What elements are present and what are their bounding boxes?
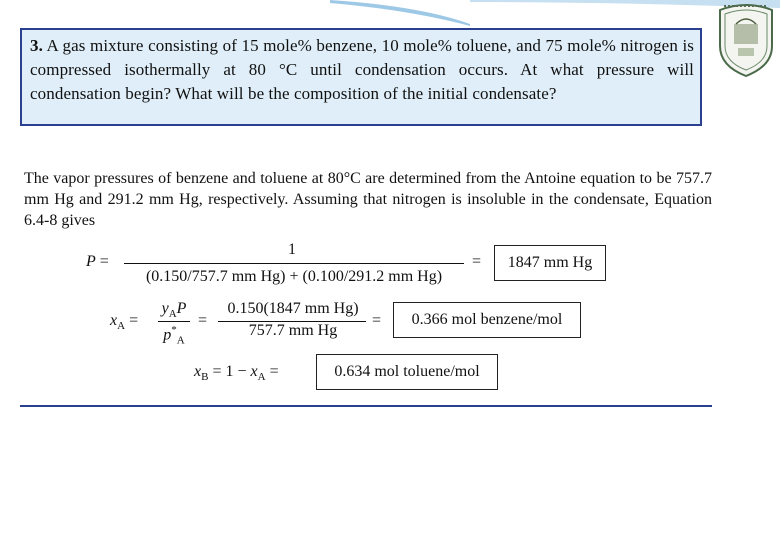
eq2-equals-2: = xyxy=(372,312,382,329)
bottom-divider xyxy=(20,405,712,407)
eq1-denominator: (0.150/757.7 mm Hg) + (0.100/291.2 mm Hg) xyxy=(145,268,443,285)
eq2-frac2-numerator: 0.150(1847 mm Hg) xyxy=(227,300,359,317)
eq3-result-box: 0.634 mol toluene/mol xyxy=(316,354,498,390)
eq1-result-box: 1847 mm Hg xyxy=(494,245,606,281)
eq2-frac1-denominator: $p^*_A$ xyxy=(163,324,185,347)
eq1-lhs: P = xyxy=(86,253,109,270)
eq2-frac1-bar xyxy=(158,321,190,322)
eq1-numerator: 1 xyxy=(288,241,296,258)
eq1-equals: = xyxy=(472,253,482,270)
eq2-frac1-numerator: $y_AP$ xyxy=(161,300,187,321)
solution-panel xyxy=(22,160,716,408)
eq1-fraction-bar xyxy=(124,263,464,264)
problem-text: A gas mixture consisting of 15 mole% benzene, 10 mole% toluene, and 75 mole% nitrogen is compressed isothermally at 80 °C until condensation occurs. At what pressure will condensation begin? What will be the composition of the initial condensate? xyxy=(30,36,694,103)
problem-statement-box xyxy=(20,28,702,126)
eq3-expression: $x_B = 1 - x_A$ = xyxy=(194,363,279,384)
eq2-lhs: $x_A$ = xyxy=(110,312,139,333)
solution-intro: The vapor pressures of benzene and toluene at 80°C are determined from the Antoine equation to be 757.7 mm Hg and 291.2 mm Hg, respectively. Assuming that nitrogen is insoluble in the condensate, Equation 6.4-8 gives xyxy=(24,170,712,229)
eq2-frac2-denominator: 757.7 mm Hg xyxy=(248,322,338,339)
eq2-result-box: 0.366 mol benzene/mol xyxy=(393,302,581,338)
eq2-equals-1: = xyxy=(198,312,208,329)
problem-number: 3. xyxy=(30,36,43,55)
university-crest-logo xyxy=(714,2,778,78)
